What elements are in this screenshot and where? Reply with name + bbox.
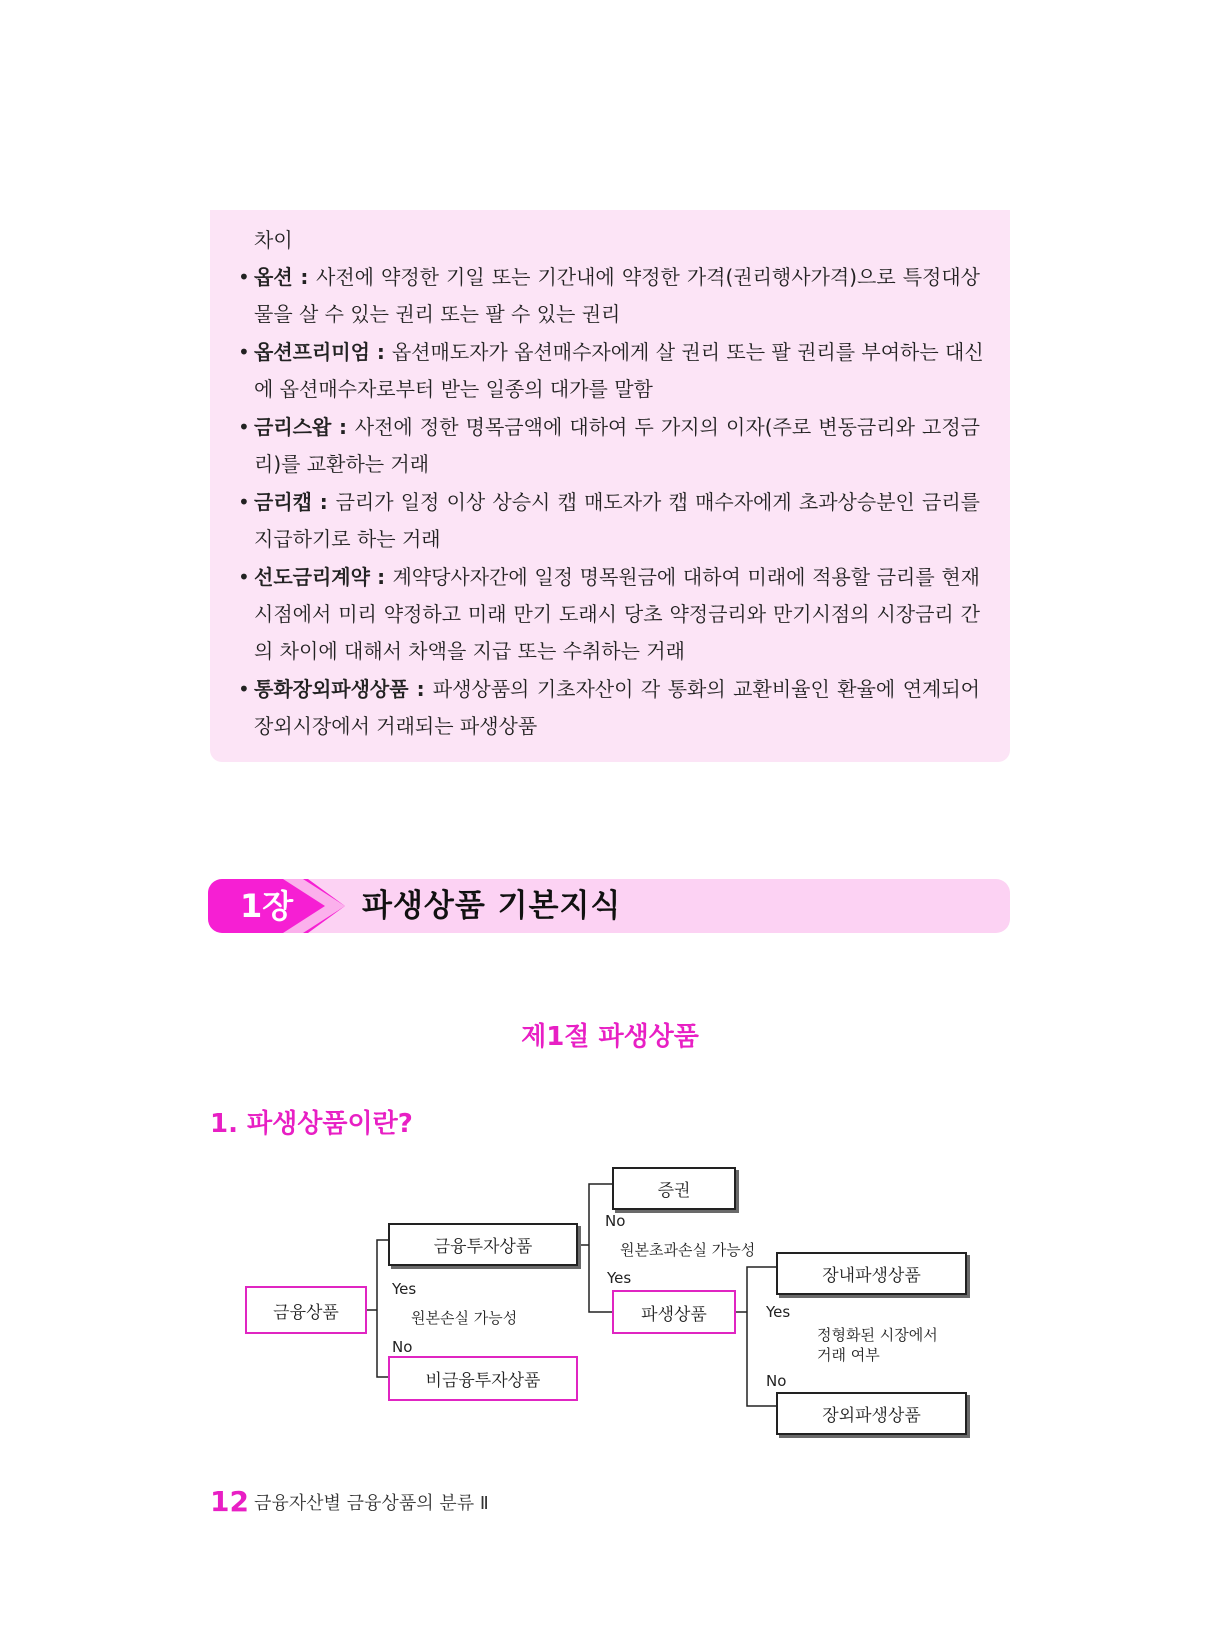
definition-continuation: 지급하기로 하는 거래 bbox=[254, 527, 441, 551]
node-non-investment-product: 비금융투자상품 bbox=[388, 1356, 578, 1401]
definition-item: 옵션프리미엄 : 옵션매도자가 옵션매수자에게 살 권리 또는 팔 권리를 부여하는 대신 bbox=[254, 340, 984, 364]
section-title: 제1절 파생상품 bbox=[521, 1022, 699, 1052]
lead-line: 차이 bbox=[254, 228, 293, 252]
label-no: No bbox=[392, 1338, 413, 1356]
chapter-title: 파생상품 기본지식 bbox=[362, 888, 622, 924]
node-derivatives: 파생상품 bbox=[612, 1290, 736, 1334]
bullet-icon: • bbox=[238, 340, 250, 364]
definition-continuation: 리)를 교환하는 거래 bbox=[254, 452, 430, 476]
label-yes: Yes bbox=[766, 1303, 791, 1321]
bullet-icon: • bbox=[238, 265, 250, 289]
label-no: No bbox=[605, 1212, 626, 1230]
definition-continuation: 장외시장에서 거래되는 파생상품 bbox=[254, 714, 538, 738]
label-question-principal-loss: 원본손실 가능성 bbox=[411, 1309, 518, 1327]
label-question-market-2: 거래 여부 bbox=[817, 1346, 880, 1364]
definition-continuation: 시점에서 미리 약정하고 미래 만기 도래시 당초 약정금리와 만기시점의 시장금리 간 bbox=[254, 602, 980, 626]
chapter-number: 1장 bbox=[240, 887, 294, 925]
sub-heading: 1. 파생상품이란? bbox=[210, 1109, 413, 1139]
definition-item: 선도금리계약 : 계약당사자간에 일정 명목원금에 대하여 미래에 적용할 금리를 현재 bbox=[254, 565, 980, 589]
label-no: No bbox=[766, 1372, 787, 1390]
node-investment-product: 금융투자상품 bbox=[388, 1223, 578, 1266]
definition-item: 통화장외파생상품 : 파생상품의 기초자산이 각 통화의 교환비율인 환율에 연계되어 bbox=[254, 677, 980, 701]
running-title: 금융자산별 금융상품의 분류 Ⅱ bbox=[254, 1493, 489, 1514]
definition-continuation: 물을 살 수 있는 권리 또는 팔 수 있는 권리 bbox=[254, 302, 621, 326]
label-question-market: 정형화된 시장에서 bbox=[817, 1326, 938, 1344]
definition-continuation: 에 옵션매수자로부터 받는 일종의 대가를 말함 bbox=[254, 377, 653, 401]
definition-item: 옵션 : 사전에 약정한 기일 또는 기간내에 약정한 가격(권리행사가격)으로 특정대상 bbox=[254, 265, 980, 289]
page-number: 12 bbox=[210, 1485, 249, 1518]
node-otc-derivatives: 장외파생상품 bbox=[776, 1392, 967, 1435]
bullet-icon: • bbox=[238, 677, 250, 701]
definition-item: 금리캡 : 금리가 일정 이상 상승시 캡 매도자가 캡 매수자에게 초과상승분인 금리를 bbox=[254, 490, 980, 514]
bullet-icon: • bbox=[238, 565, 250, 589]
bullet-icon: • bbox=[238, 490, 250, 514]
definition-continuation: 의 차이에 대해서 차액을 지급 또는 수취하는 거래 bbox=[254, 639, 685, 663]
label-yes: Yes bbox=[607, 1269, 632, 1287]
node-exchange-derivatives: 장내파생상품 bbox=[776, 1252, 967, 1295]
node-securities: 증권 bbox=[612, 1167, 736, 1210]
label-question-excess-loss: 원본초과손실 가능성 bbox=[620, 1241, 756, 1259]
label-yes: Yes bbox=[392, 1280, 417, 1298]
bullet-icon: • bbox=[238, 415, 250, 439]
definition-item: 금리스왑 : 사전에 정한 명목금액에 대하여 두 가지의 이자(주로 변동금리와 고정금 bbox=[254, 415, 980, 439]
node-financial-product: 금융상품 bbox=[245, 1286, 367, 1334]
